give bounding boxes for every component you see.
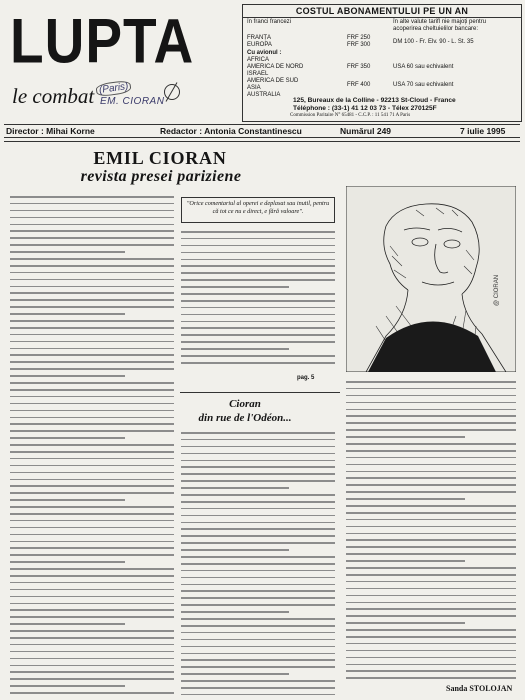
body-text-line — [10, 217, 174, 219]
body-text-line — [181, 494, 335, 496]
body-text-line — [346, 677, 516, 679]
handwritten-mark-icon — [164, 84, 180, 100]
body-text-line — [346, 560, 465, 562]
body-text-line — [181, 439, 335, 441]
body-text-line — [10, 458, 174, 460]
body-text-line — [181, 577, 335, 579]
body-text-line — [10, 313, 125, 315]
body-text-line — [346, 622, 465, 624]
body-text-line — [181, 487, 289, 489]
subscription-price: FRF 400 — [347, 82, 371, 88]
subscription-region: AMERICA DE NORD — [247, 64, 304, 70]
body-text-line — [346, 471, 516, 473]
body-text-line — [181, 252, 335, 254]
body-text-line — [181, 460, 335, 462]
body-text-line — [346, 450, 516, 452]
body-text-line — [10, 665, 174, 667]
body-text-line — [181, 563, 335, 565]
body-text-line — [181, 646, 335, 648]
body-text-line — [10, 575, 174, 577]
body-text-line — [181, 300, 335, 302]
body-text-line — [181, 341, 335, 343]
body-text-line — [10, 361, 174, 363]
body-text-line — [10, 651, 174, 653]
body-text-line — [346, 539, 516, 541]
body-text-line — [346, 615, 516, 617]
body-text-line — [346, 395, 516, 397]
body-text-line — [181, 639, 335, 641]
body-text-line — [181, 687, 335, 689]
body-text-line — [181, 659, 335, 661]
body-text-line — [346, 581, 516, 583]
subscription-alt: USA 70 sau echivalent — [393, 82, 454, 88]
article2-title-line1: Cioran — [229, 398, 261, 410]
body-text-line — [10, 244, 174, 246]
body-text-line — [10, 292, 174, 294]
body-text-line — [10, 623, 125, 625]
body-text-line — [181, 528, 335, 530]
commission-line: Commission Paritaire N° 65481 - C.C.P. : 11 541 71 A Paris — [290, 113, 411, 118]
body-text-line — [181, 570, 335, 572]
body-text-line — [10, 637, 174, 639]
body-text-line — [10, 685, 125, 687]
divider — [4, 141, 520, 142]
subscription-region: ISRAEL — [247, 71, 269, 77]
body-text-line — [181, 265, 335, 267]
body-text-line — [181, 446, 335, 448]
body-text-line — [346, 608, 516, 610]
subscription-price: FRF 300 — [347, 42, 371, 48]
body-text-line — [181, 480, 335, 482]
body-text-line — [10, 554, 174, 556]
body-text-line — [10, 492, 174, 494]
body-text-line — [10, 513, 174, 515]
body-text-line — [10, 306, 174, 308]
body-text-line — [10, 534, 174, 536]
body-text-line — [346, 477, 516, 479]
body-text-line — [10, 286, 174, 288]
body-text-line — [181, 362, 335, 364]
article-title: EMIL CIORAN — [93, 148, 227, 168]
subscription-region: ASIA — [247, 85, 261, 91]
body-text-line — [10, 320, 174, 322]
body-text-line — [346, 381, 516, 383]
newspaper-logo: LUPTA — [10, 4, 195, 77]
subscription-alt: USA 60 sau echivalent — [393, 64, 454, 70]
body-text-line — [10, 506, 174, 508]
cioran-portrait-illustration — [346, 186, 516, 372]
body-text-line — [346, 443, 516, 445]
body-text-line — [346, 643, 516, 645]
body-text-line — [181, 542, 335, 544]
body-text-line — [10, 196, 174, 198]
body-text-line — [10, 630, 174, 632]
address-line: 125, Bureaux de la Colline - 92213 St-Cloud - France — [293, 97, 456, 104]
body-text-line — [181, 584, 335, 586]
body-text-line — [346, 553, 516, 555]
body-text-line — [10, 547, 174, 549]
body-text-line — [346, 402, 516, 404]
body-text-line — [346, 567, 516, 569]
body-text-line — [10, 692, 174, 694]
body-text-line — [10, 354, 174, 356]
body-text-line — [10, 203, 174, 205]
body-text-line — [10, 520, 174, 522]
newspaper-subtitle: le combat — [12, 84, 95, 108]
body-text-line — [346, 498, 465, 500]
body-text-line — [181, 694, 335, 696]
body-text-line — [181, 259, 335, 261]
body-text-line — [346, 512, 516, 514]
director-credit: Director : Mihai Korne — [6, 126, 95, 136]
body-text-line — [10, 382, 174, 384]
body-text-line — [181, 348, 289, 350]
body-text-line — [181, 597, 335, 599]
article-column-1 — [10, 196, 174, 699]
body-text-line — [346, 574, 516, 576]
body-text-line — [10, 368, 174, 370]
body-text-line — [181, 321, 335, 323]
body-text-line — [10, 451, 174, 453]
body-text-line — [346, 388, 516, 390]
subscription-price: FRF 250 — [347, 35, 371, 41]
body-text-line — [346, 526, 516, 528]
body-text-line — [10, 527, 174, 529]
body-text-line — [181, 501, 335, 503]
body-text-line — [10, 279, 174, 281]
body-text-line — [10, 403, 174, 405]
body-text-line — [10, 230, 174, 232]
subscription-region: EUROPA — [247, 42, 272, 48]
author-signature: Sanda STOLOJAN — [446, 684, 513, 693]
pull-quote: "Orice comentariul al operei e deplasat sau inutil, pentru că tot ce nu e direct, e fără valoare". — [181, 197, 335, 223]
body-text-line — [181, 604, 335, 606]
body-text-line — [181, 549, 289, 551]
body-text-line — [346, 429, 516, 431]
svg-text:@ CIORAN: @ CIORAN — [494, 274, 500, 306]
subscription-price: FRF 350 — [347, 64, 371, 70]
body-text-line — [10, 499, 125, 501]
body-text-line — [181, 522, 335, 524]
subscription-region: Cu avionul : — [247, 50, 282, 56]
body-text-line — [181, 473, 335, 475]
divider — [180, 392, 340, 393]
body-text-line — [10, 465, 174, 467]
subscription-head-right: în alte valute tarifl nie majoți pentru acoperirea cheltuielilor bancare: — [393, 19, 487, 32]
body-text-line — [181, 238, 335, 240]
body-text-line — [10, 327, 174, 329]
body-text-line — [181, 466, 335, 468]
body-text-line — [10, 596, 174, 598]
body-text-line — [181, 327, 335, 329]
body-text-line — [10, 224, 174, 226]
subscription-region: AMERICA DE SUD — [247, 78, 299, 84]
body-text-line — [346, 670, 516, 672]
subscription-address — [293, 97, 519, 113]
body-text-line — [10, 334, 174, 336]
body-text-line — [10, 671, 174, 673]
article2-title — [165, 397, 325, 425]
body-text-line — [346, 415, 516, 417]
body-text-line — [346, 491, 516, 493]
article-subtitle: revista presei pariziene — [80, 168, 242, 185]
page-reference: pag. 5 — [297, 375, 315, 381]
body-text-line — [10, 237, 174, 239]
body-text-line — [10, 561, 125, 563]
body-text-line — [181, 293, 335, 295]
body-text-line — [10, 251, 125, 253]
body-text-line — [346, 650, 516, 652]
subscription-region: AFRICA — [247, 57, 270, 63]
body-text-line — [181, 508, 335, 510]
body-text-line — [10, 341, 174, 343]
body-text-line — [346, 505, 516, 507]
body-text-line — [181, 611, 289, 613]
body-text-line — [181, 590, 335, 592]
body-text-line — [181, 618, 335, 620]
body-text-line — [181, 632, 335, 634]
body-text-line — [346, 664, 516, 666]
issue-date: 7 iulie 1995 — [460, 126, 506, 136]
article2-column-1 — [181, 432, 335, 700]
body-text-line — [181, 334, 335, 336]
subscription-footer — [290, 113, 520, 119]
body-text-line — [346, 436, 465, 438]
body-text-line — [10, 589, 174, 591]
issue-number: Numărul 249 — [340, 126, 392, 136]
body-text-line — [181, 556, 335, 558]
body-text-line — [181, 453, 335, 455]
body-text-line — [10, 265, 174, 267]
body-text-line — [346, 636, 516, 638]
body-text-line — [181, 272, 335, 274]
body-text-line — [10, 472, 174, 474]
redactor-credit: Redactor : Antonia Constantinescu — [160, 126, 302, 136]
body-text-line — [181, 515, 335, 517]
body-text-line — [346, 588, 516, 590]
body-text-line — [10, 541, 174, 543]
body-text-line — [181, 432, 335, 434]
body-text-line — [10, 603, 174, 605]
body-text-line — [181, 653, 335, 655]
body-text-line — [346, 629, 516, 631]
article2-column-2 — [346, 381, 516, 684]
body-text-line — [10, 375, 125, 377]
body-text-line — [10, 444, 174, 446]
body-text-line — [346, 464, 516, 466]
subscription-alt: DM 100 - Fr. Elv. 90 - L. St. 35 — [393, 39, 474, 45]
body-text-line — [10, 396, 174, 398]
body-text-line — [10, 644, 174, 646]
body-text-line — [10, 210, 174, 212]
body-text-line — [181, 279, 335, 281]
body-text-line — [346, 546, 516, 548]
subscription-region: AUSTRALIA — [247, 92, 281, 98]
body-text-line — [181, 666, 335, 668]
article-column-2 — [181, 231, 335, 369]
body-text-line — [181, 355, 335, 357]
subscription-head-left: în franci francezi — [247, 19, 292, 25]
phone-line: Téléphone : (33-1) 41 12 03 73 - Télex 270125F — [293, 105, 437, 112]
body-text-line — [10, 485, 174, 487]
subscription-region: FRANȚA — [247, 35, 271, 41]
body-text-line — [346, 457, 516, 459]
body-text-line — [10, 430, 174, 432]
body-text-line — [181, 535, 335, 537]
body-text-line — [10, 678, 174, 680]
body-text-line — [346, 657, 516, 659]
handwritten-note-cioran: EM. CIORAN — [100, 96, 165, 107]
body-text-line — [346, 595, 516, 597]
body-text-line — [181, 307, 335, 309]
handwritten-note-paris: (Paris) — [95, 80, 132, 98]
body-text-line — [10, 582, 174, 584]
body-text-line — [181, 286, 289, 288]
body-text-line — [10, 609, 174, 611]
body-text-line — [10, 479, 174, 481]
subscription-box — [242, 4, 522, 122]
body-text-line — [10, 348, 174, 350]
body-text-line — [346, 602, 516, 604]
body-text-line — [181, 625, 335, 627]
body-text-line — [10, 258, 174, 260]
body-text-line — [10, 423, 174, 425]
body-text-line — [181, 680, 335, 682]
body-text-line — [10, 658, 174, 660]
masthead-meta-bar — [4, 124, 520, 138]
body-text-line — [181, 231, 335, 233]
body-text-line — [10, 410, 174, 412]
body-text-line — [10, 272, 174, 274]
body-text-line — [10, 417, 174, 419]
body-text-line — [346, 519, 516, 521]
body-text-line — [346, 533, 516, 535]
body-text-line — [10, 568, 174, 570]
body-text-line — [10, 389, 174, 391]
body-text-line — [10, 299, 174, 301]
body-text-line — [181, 673, 289, 675]
subscription-title: COSTUL ABONAMENTULUI PE UN AN — [243, 5, 521, 18]
body-text-line — [346, 409, 516, 411]
body-text-line — [346, 484, 516, 486]
body-text-line — [10, 437, 125, 439]
article2-title-line2: din rue de l'Odéon... — [198, 412, 292, 424]
body-text-line — [10, 616, 174, 618]
body-text-line — [346, 422, 516, 424]
body-text-line — [181, 314, 335, 316]
body-text-line — [181, 245, 335, 247]
